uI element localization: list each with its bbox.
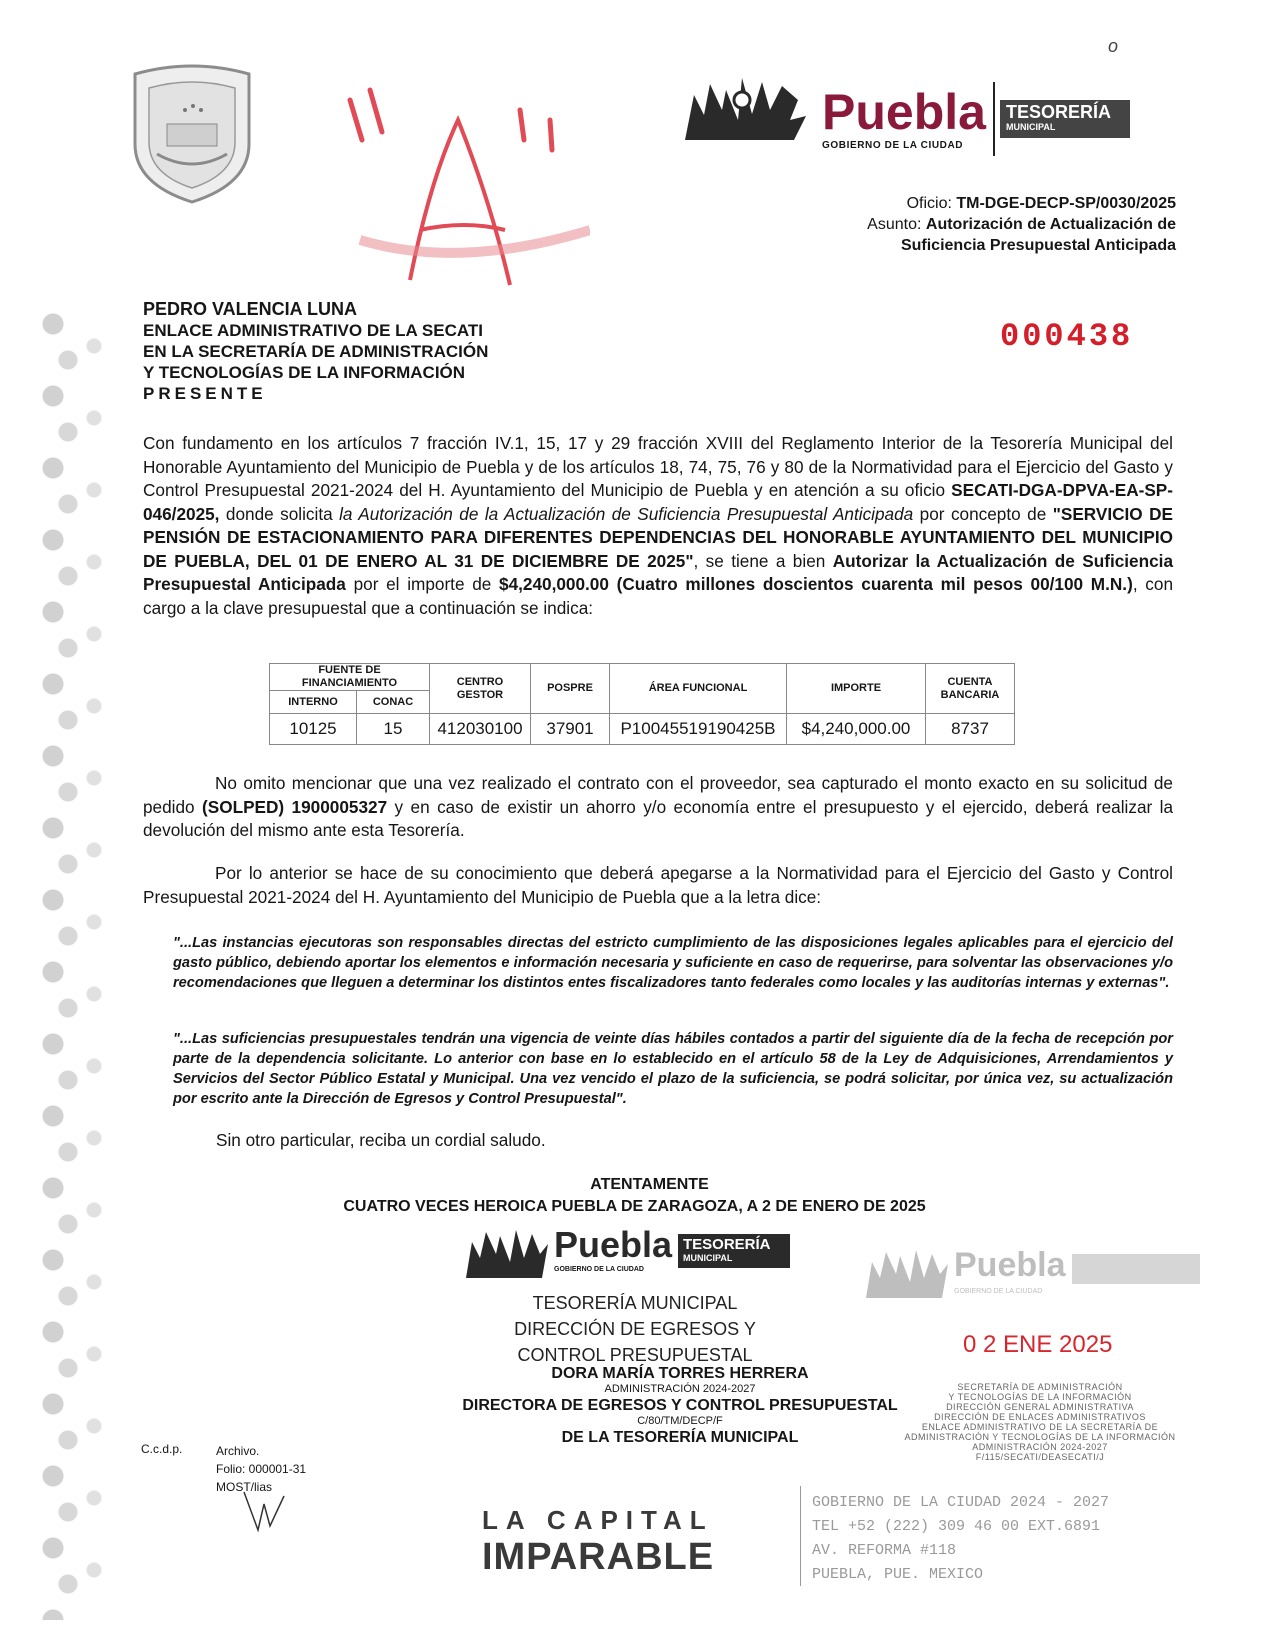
cell-interno: 10125 bbox=[270, 714, 357, 745]
body-paragraph-2 bbox=[143, 772, 1173, 843]
archive-label: Archivo. bbox=[216, 1444, 260, 1458]
treasury-stamp bbox=[470, 1290, 800, 1368]
cell-pospre: 37901 bbox=[531, 714, 610, 745]
addressee-line: EN LA SECRETARÍA DE ADMINISTRACIÓN bbox=[143, 342, 489, 361]
text-run: donde solicita bbox=[219, 503, 340, 524]
ccdp-label: C.c.d.p. bbox=[141, 1442, 183, 1456]
tesoreria-box bbox=[1000, 100, 1130, 138]
stamp-line: ENLACE ADMINISTRATIVO DE LA SECRETARÍA DE bbox=[921, 1422, 1159, 1432]
logo-name: Puebla bbox=[954, 1246, 1066, 1284]
cell-conac: 15 bbox=[357, 714, 430, 745]
oficio-block bbox=[867, 193, 1176, 256]
text-run: , con cargo a la clave presupuestal que a continuación se indica: bbox=[143, 574, 1173, 618]
stamp-line: CONTROL PRESUPUESTAL bbox=[517, 1345, 753, 1365]
closing-line: Sin otro particular, reciba un cordial saludo. bbox=[216, 1130, 546, 1150]
slogan-line-1: LA CAPITAL bbox=[482, 1505, 714, 1535]
slogan bbox=[482, 1505, 714, 1579]
logo-divider bbox=[993, 82, 995, 156]
quote-1: "...Las instancias ejecutoras son responsables directas del estricto cumplimiento de las disposiciones legales aplicables para el ejercicio del gasto público, debiendo aportar los elementos e información necesaria y suficiente en caso de requerirse, para solventar las observaciones y/o recomendaciones que lleguen a determinar los distintos entes fiscalizadores tanto federales como locales y las auditorías internas y externas". bbox=[173, 935, 1173, 991]
text-run: por concepto de bbox=[913, 503, 1053, 524]
municipal-seal bbox=[127, 62, 257, 204]
initials-signature bbox=[240, 1486, 290, 1536]
stamp-line: TESORERÍA MUNICIPAL bbox=[532, 1293, 738, 1313]
stamp-line: DIRECCIÓN DE ENLACES ADMINISTRATIVOS bbox=[934, 1412, 1146, 1422]
th-pospre: POSPRE bbox=[531, 664, 610, 714]
signature-heading bbox=[0, 1174, 1269, 1218]
handwritten-mark bbox=[340, 80, 590, 310]
decorative-border bbox=[28, 300, 120, 1620]
stamp-line: DIRECCIÓN GENERAL ADMINISTRATIVA bbox=[946, 1402, 1134, 1412]
asunto-label: Asunto: bbox=[867, 216, 922, 233]
footer-divider bbox=[800, 1486, 801, 1586]
stamp-line: C/80/TM/DECP/F bbox=[637, 1415, 723, 1427]
text-run: , se tiene a bien bbox=[693, 550, 833, 571]
signature-logo bbox=[462, 1224, 807, 1284]
th-fuente: FUENTE DE FINANCIAMIENTO bbox=[270, 664, 430, 691]
stamp-line: Y TECNOLOGÍAS DE LA INFORMACIÓN bbox=[948, 1392, 1132, 1402]
budget-key-table bbox=[269, 663, 1015, 745]
tesoreria-title: TESORERÍA bbox=[1006, 102, 1112, 122]
reference-oficio: SECATI-DGA-DPVA-EA-SP-046/2025, bbox=[143, 480, 1173, 524]
logo-name: Puebla bbox=[554, 1224, 673, 1265]
addressee-line: ENLACE ADMINISTRATIVO DE LA SECATI bbox=[143, 321, 483, 340]
tesoreria-subtitle: MUNICIPAL bbox=[1006, 122, 1056, 132]
solped-number: (SOLPED) 1900005327 bbox=[202, 796, 388, 817]
logo-subtitle: GOBIERNO DE LA CIUDAD bbox=[822, 140, 964, 151]
signatory-block bbox=[430, 1363, 930, 1448]
text-run: por el importe de bbox=[345, 574, 500, 594]
stamp-line: F/115/SECATI/DEASECATI/J bbox=[975, 1452, 1105, 1462]
cell-centro: 412030100 bbox=[430, 714, 531, 745]
stamp-line: ADMINISTRACIÓN 2024-2027 bbox=[972, 1442, 1108, 1452]
th-cuenta: CUENTA BANCARIA bbox=[926, 664, 1015, 714]
slogan-line-2: IMPARABLE bbox=[482, 1536, 715, 1578]
tesoreria-box bbox=[678, 1234, 790, 1268]
text-run: Autorizar la Actualización de Suficiencia Presupuestal Anticipada bbox=[143, 550, 1173, 594]
corner-mark: o bbox=[1108, 36, 1119, 56]
stamp-line: DIRECCIÓN DE EGRESOS Y bbox=[514, 1319, 756, 1339]
receipt-date-stamp: 0 2 ENE 2025 bbox=[963, 1331, 1113, 1358]
cell-area: P10045519190425B bbox=[610, 714, 787, 745]
folio-label: Folio: 000001-31 bbox=[216, 1462, 307, 1476]
addressee-presente: PRESENTE bbox=[143, 384, 267, 403]
quote-2: "...Las suficiencias presupuestales tendrán una vigencia de veinte días hábiles contados a partir del siguiente día de la fecha de recepción por parte de la dependencia solicitante. Lo anterior con base en lo establecido en el artículo 58 de la Ley de Adquisiciones, Arrendamientos y Servicios del Sector Público Estatal y Municipal. Una vez vencido el plazo de la suficiencia, se podrá solicitar, por única vez, su actualización por escrito ante la Dirección de Egresos y Control Presupuestal". bbox=[173, 1031, 1173, 1107]
amount: $4,240,000.00 (Cuatro millones doscientos cuarenta mil pesos 00/100 M.N.) bbox=[499, 574, 1133, 594]
tesoreria-subtitle: MUNICIPAL bbox=[683, 1253, 733, 1263]
cell-importe: $4,240,000.00 bbox=[787, 714, 926, 745]
logo-name: Puebla bbox=[822, 84, 986, 140]
address-line: AV. REFORMA #118 bbox=[812, 1542, 957, 1559]
stamp-line: ADMINISTRACIÓN 2024-2027 bbox=[604, 1383, 756, 1395]
addressee-line: Y TECNOLOGÍAS DE LA INFORMACIÓN bbox=[143, 363, 466, 382]
th-centro: CENTRO GESTOR bbox=[430, 664, 531, 714]
oficio-label: Oficio: bbox=[906, 195, 952, 212]
folio-stamp: 000438 bbox=[1000, 318, 1134, 355]
signatory-title: DIRECTORA DE EGRESOS Y CONTROL PRESUPUESTAL bbox=[462, 1397, 898, 1414]
receipt-stamp-text bbox=[880, 1382, 1200, 1462]
oficio-number: TM-DGE-DECP-SP/0030/2025 bbox=[956, 195, 1176, 212]
city-emblem-icon bbox=[462, 1224, 552, 1282]
asunto-line-2: Suficiencia Presupuestal Anticipada bbox=[900, 237, 1176, 254]
city-emblem-icon bbox=[680, 70, 815, 148]
text-run: y en caso de existir un ahorro y/o economía entre el presupuesto y el ejercido, deberá realizar la devolución del mismo ante esta Tesorería. bbox=[143, 796, 1174, 840]
th-conac: CONAC bbox=[357, 691, 430, 714]
address-line: GOBIERNO DE LA CIUDAD 2024 - 2027 bbox=[812, 1494, 1110, 1511]
body-paragraph-3: Por lo anterior se hace de su conocimiento que deberá apegarse a la Normatividad para el Ejercicio del Gasto y Control Presupuestal 2021-2024 del H. Ayuntamiento del Municipio de Puebla que a la letra dice: bbox=[143, 863, 1173, 907]
atentamente: ATENTAMENTE bbox=[590, 1176, 709, 1193]
stamp-line: ADMINISTRACIÓN Y TECNOLOGÍAS DE LA INFORMACIÓN bbox=[904, 1432, 1176, 1442]
tesoreria-title: TESORERÍA bbox=[683, 1236, 771, 1253]
receipt-logo bbox=[862, 1240, 1202, 1310]
stamp-line: SECRETARÍA DE ADMINISTRACIÓN bbox=[957, 1382, 1123, 1392]
table-row bbox=[270, 714, 1015, 745]
text-run: No omito mencionar que una vez realizado el contrato con el proveedor, sea capturado el monto exacto en su solicitud de pedido bbox=[143, 773, 1173, 817]
th-importe: IMPORTE bbox=[787, 664, 926, 714]
receipt-box bbox=[1072, 1254, 1200, 1284]
addressee-name: PEDRO VALENCIA LUNA bbox=[143, 299, 358, 319]
th-interno: INTERNO bbox=[270, 691, 357, 714]
body-paragraph-1 bbox=[143, 432, 1173, 620]
cell-cuenta: 8737 bbox=[926, 714, 1015, 745]
text-run: Con fundamento en los artículos 7 fracción IV.1, 15, 17 y 29 fracción XVIII del Reglamento Interior de la Tesorería Municipal del Honorable Ayuntamiento del Municipio de Puebla y de los artículos 18, 74, 75, 76 y 80 de la Normatividad para el Ejercicio del Gasto y Control Presupuestal 2021-2024 del H. Ayuntamiento del Municipio de Puebla y en atención a su oficio bbox=[143, 433, 1173, 500]
signatory-name: DORA MARÍA TORRES HERRERA bbox=[551, 1365, 809, 1382]
signatory-title: DE LA TESORERÍA MUNICIPAL bbox=[561, 1429, 799, 1446]
address-line: TEL +52 (222) 309 46 00 EXT.6891 bbox=[812, 1518, 1101, 1535]
text-run: la Autorización de la Actualización de Suficiencia Presupuestal Anticipada bbox=[339, 503, 914, 524]
th-area: ÁREA FUNCIONAL bbox=[610, 664, 787, 714]
address-line: PUEBLA, PUE. MEXICO bbox=[812, 1566, 984, 1583]
city-emblem-icon bbox=[862, 1244, 952, 1302]
logo-subtitle: GOBIERNO DE LA CIUDAD bbox=[954, 1288, 1043, 1295]
footer-address bbox=[812, 1491, 1109, 1587]
initials-label: MOST/lias bbox=[216, 1480, 273, 1494]
place-date: CUATRO VECES HEROICA PUEBLA DE ZARAGOZA, A 2 DE ENERO DE 2025 bbox=[343, 1198, 926, 1215]
asunto-line-1: Autorización de Actualización de bbox=[925, 216, 1176, 233]
puebla-tesoreria-logo bbox=[710, 78, 1170, 168]
service-concept: "SERVICIO DE PENSIÓN DE ESTACIONAMIENTO PARA DIFERENTES DEPENDENCIAS DEL HONORABLE AYUNTAMIENTO DEL MUNICIPIO DE PUEBLA, DEL 01 DE ENERO AL 31 DE DICIEMBRE DE 2025" bbox=[143, 503, 1173, 571]
logo-subtitle: GOBIERNO DE LA CIUDAD bbox=[554, 1266, 644, 1273]
addressee-block bbox=[143, 299, 488, 404]
